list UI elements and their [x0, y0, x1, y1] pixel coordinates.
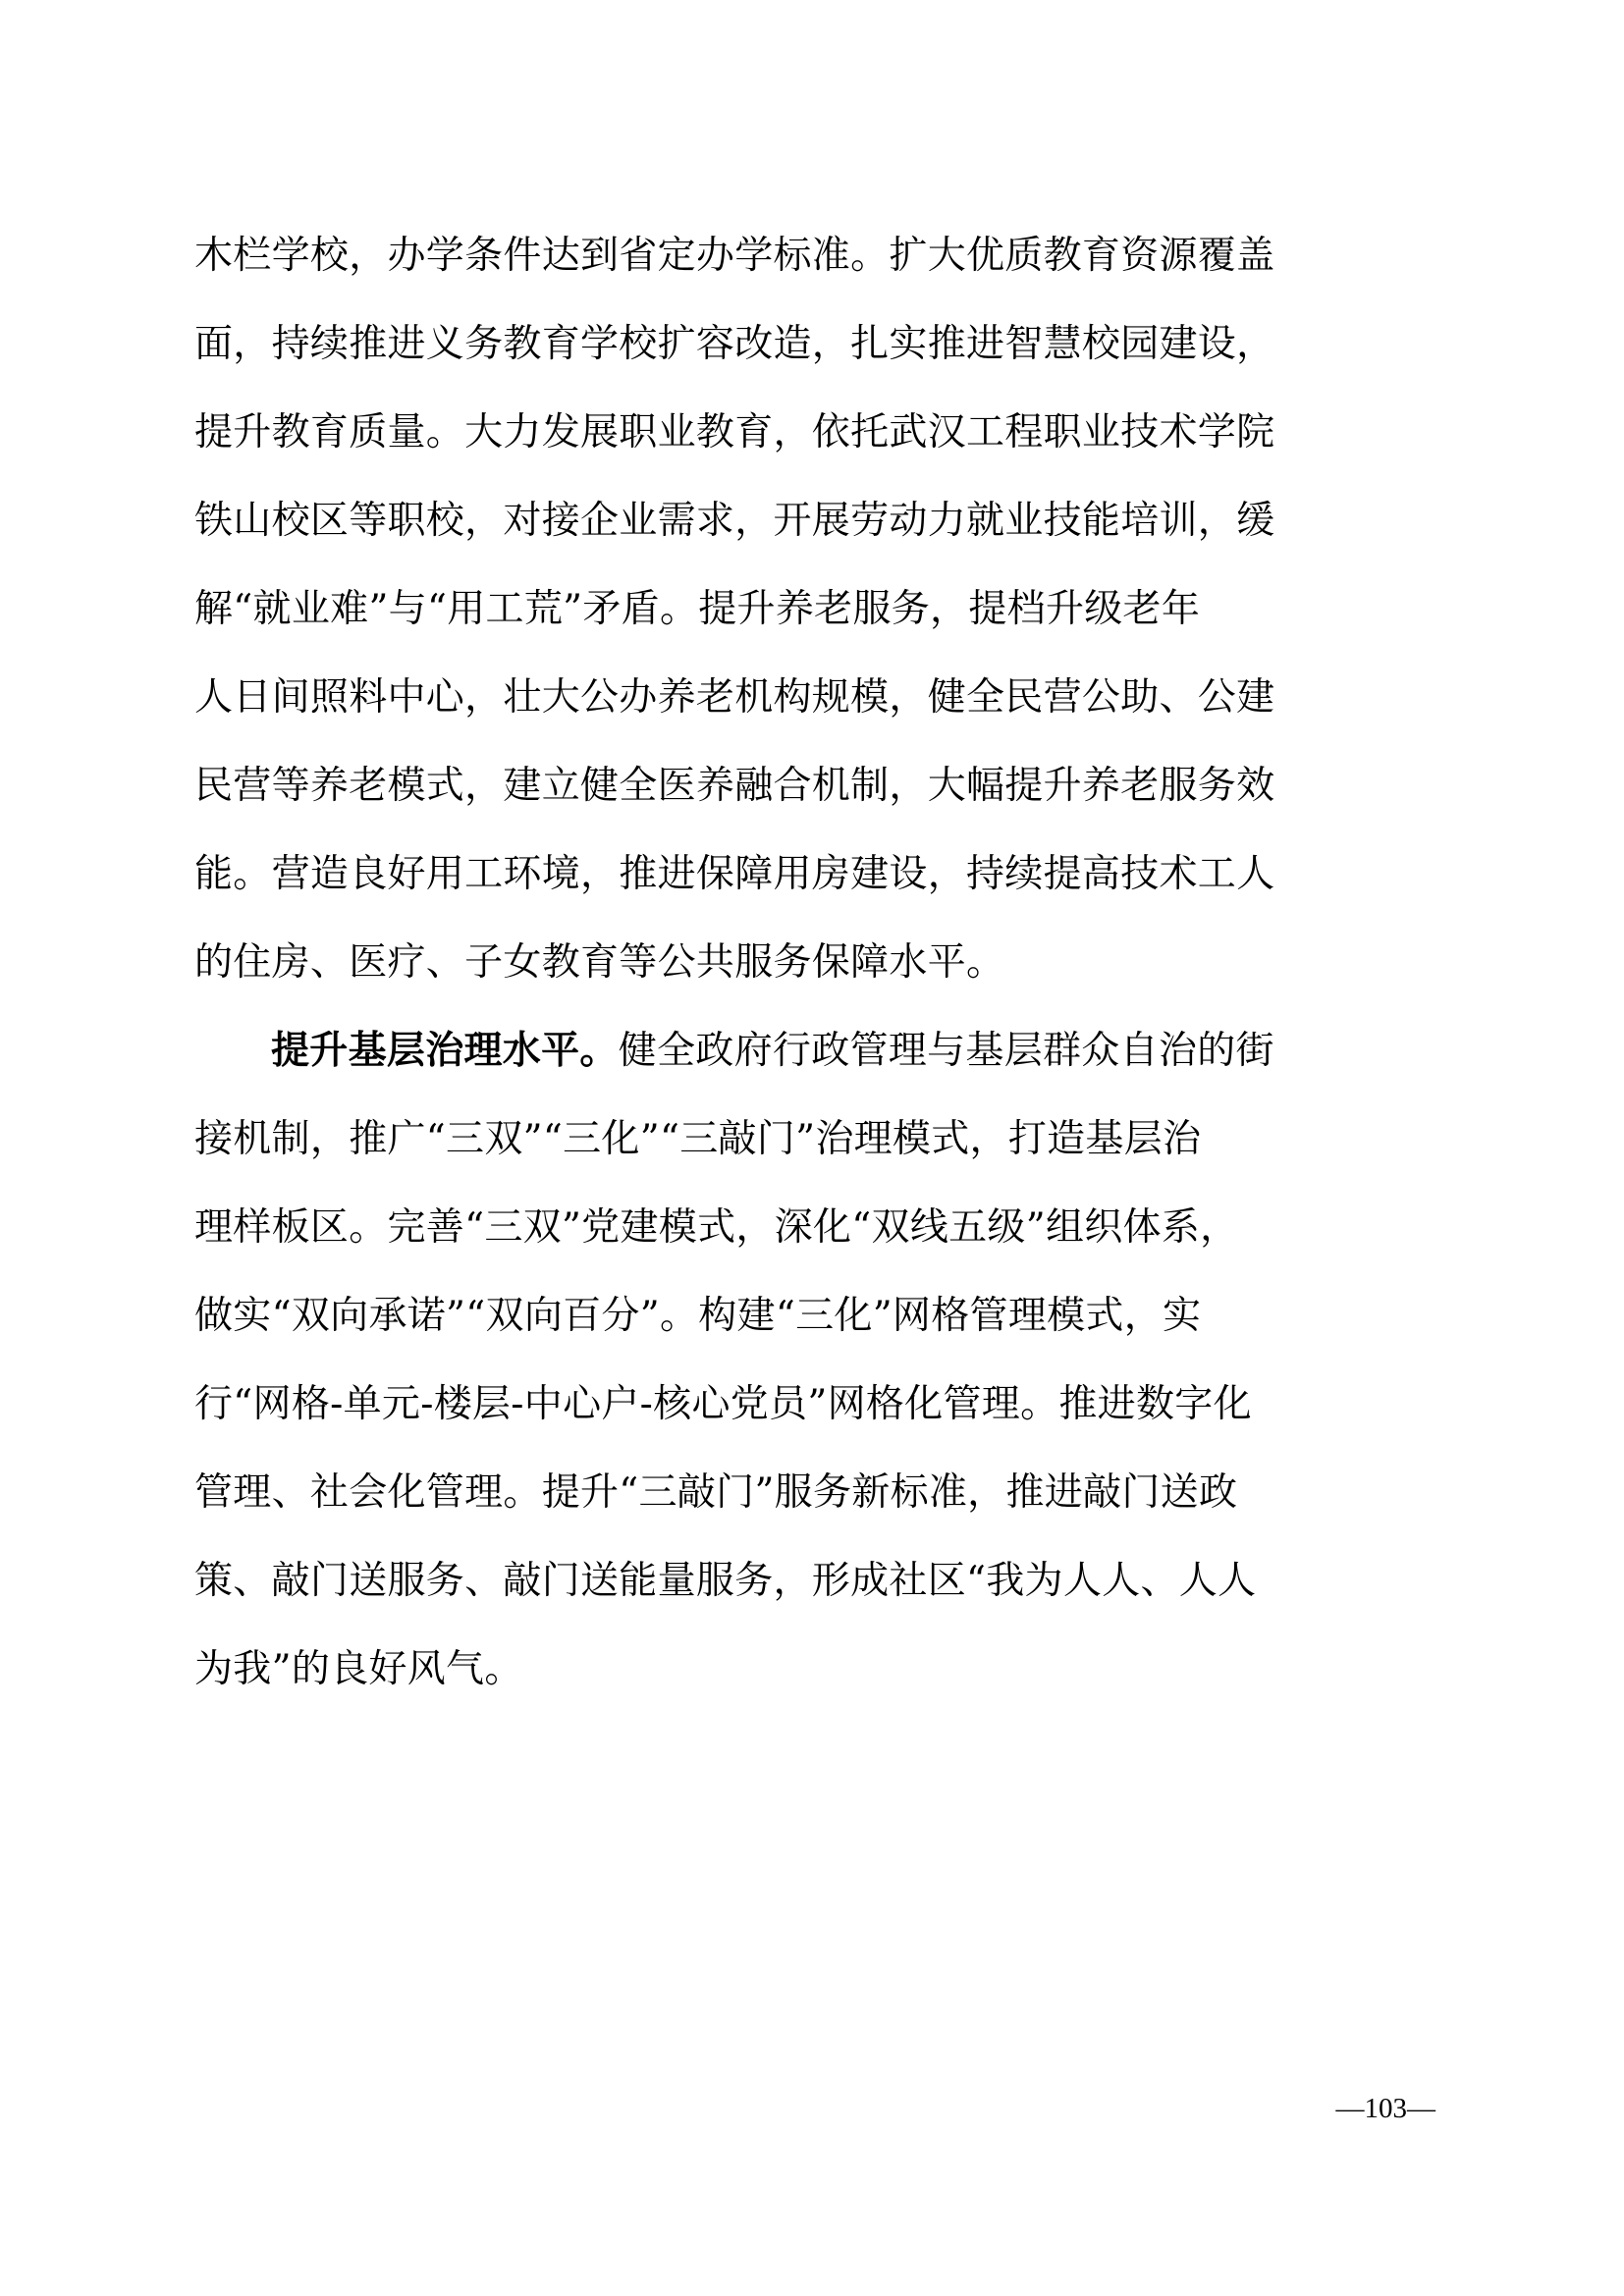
paragraph-1-line-4: 铁山校区等职校，对接企业需求，开展劳动力就业技能培训，缓	[194, 499, 1275, 543]
section-heading: 提升基层治理水平。	[271, 1029, 619, 1073]
paragraph-2-line-6: 管理、社会化管理。提升“三敲门”服务新标准，推进敲门送政	[194, 1470, 1238, 1515]
paragraph-1-line-7: 民营等养老模式，建立健全医养融合机制，大幅提升养老服务效	[194, 764, 1275, 808]
paragraph-2-line-2: 接机制，推广“三双”“三化”“三敲门”治理模式，打造基层治	[194, 1117, 1202, 1161]
paragraph-2-line-8: 为我”的良好风气。	[194, 1647, 523, 1691]
paragraph-1-line-1: 木栏学校，办学条件达到省定办学标准。扩大优质教育资源覆盖	[194, 234, 1275, 278]
paragraph-2-line-5: 行“网格-单元-楼层-中心户-核心党员”网格化管理。推进数字化	[194, 1382, 1252, 1426]
paragraph-1-line-3: 提升教育质量。大力发展职业教育，依托武汉工程职业技术学院	[194, 410, 1275, 454]
paragraph-2-line-3: 理样板区。完善“三双”党建模式，深化“双线五级”组织体系，	[194, 1205, 1239, 1250]
paragraph-2-first-line-text: 健全政府行政管理与基层群众自治的街	[618, 1029, 1274, 1073]
paragraph-2-first-line	[194, 1007, 1435, 1095]
page-number: —103—	[1335, 2093, 1435, 2124]
paragraph-1-line-9: 的住房、医疗、子女教育等公共服务保障水平。	[194, 940, 1005, 985]
body-text	[194, 212, 1435, 1714]
paragraph-1-line-2: 面，持续推进义务教育学校扩容改造，扎实推进智慧校园建设，	[194, 322, 1275, 366]
paragraph-1-line-6: 人日间照料中心，壮大公办养老机构规模，健全民营公助、公建	[194, 675, 1275, 720]
paragraph-2-line-4: 做实“双向承诺”“双向百分”。构建“三化”网格管理模式，实	[194, 1294, 1202, 1338]
paragraph-2-line-7: 策、敲门送服务、敲门送能量服务，形成社区“我为人人、人人	[194, 1559, 1257, 1603]
paragraph-1-line-8: 能。营造良好用工环境，推进保障用房建设，持续提高技术工人	[194, 852, 1275, 896]
paragraph-1-line-5: 解“就业难”与“用工荒”矛盾。提升养老服务，提档升级老年	[194, 587, 1201, 631]
